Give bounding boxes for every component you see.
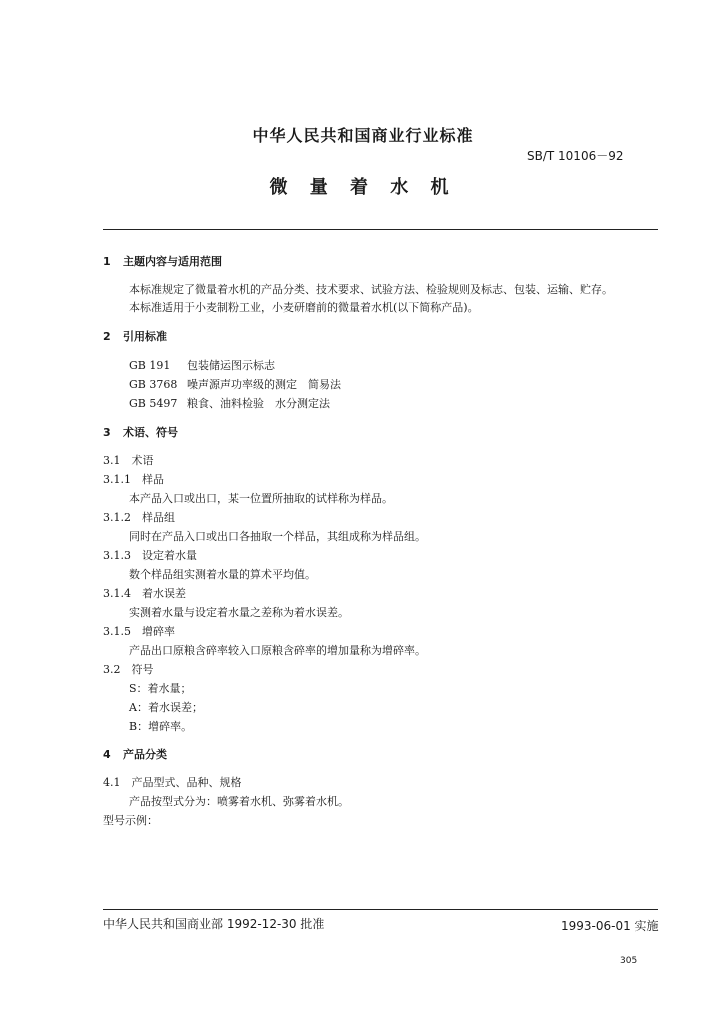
subsection-3-1-2: 3.1.2 样品组 [103,511,175,524]
implementation-date: 1993-06-01 实施 [561,919,659,933]
section-2-heading [103,328,167,344]
subsection-3-1-5: 3.1.5 增碎率 [103,625,175,638]
standard-organization: 中华人民共和国商业行业标准 [252,126,474,145]
reference-code: GB 3768 [129,378,178,391]
standard-number: SB/T 10106－92 [527,149,624,163]
subsection-3-1: 3.1 术语 [103,454,154,467]
document-title: 微 量 着 水 机 [269,177,457,198]
reference-name: 噪声源声功率级的测定 简易法 [187,378,341,391]
approval-line: 中华人民共和国商业部 1992-12-30 批准 [103,917,325,931]
section-title: 产品分类 [123,748,167,761]
footer-divider [103,909,658,910]
subsection-3-1-3-text: 数个样品组实测着水量的算术平均值。 [129,568,316,581]
subsection-3-1-4: 3.1.4 着水误差 [103,587,186,600]
section-3-heading [103,424,178,440]
reference-item [129,376,341,392]
section-number: 3 [103,426,111,439]
subsection-3-1-4-text: 实测着水量与设定着水量之差称为着水误差。 [129,606,349,619]
section-title: 主题内容与适用范围 [123,255,222,268]
section-number: 4 [103,748,111,761]
symbol-b: B：增碎率。 [129,720,193,733]
section-number: 1 [103,255,111,268]
symbol-s: S：着水量； [129,682,192,695]
subsection-3-1-2-text: 同时在产品入口或出口各抽取一个样品，其组成称为样品组。 [129,530,426,543]
section-4-heading [103,746,167,762]
reference-item [129,395,330,411]
header-divider [103,229,658,230]
section-title: 术语、符号 [123,426,178,439]
section-1-heading [103,253,222,269]
section-title: 引用标准 [123,330,167,343]
reference-name: 包装储运图示标志 [187,359,275,372]
subsection-3-1-1: 3.1.1 样品 [103,473,164,486]
section-1-paragraph-2: 本标准适用于小麦制粉工业，小麦研磨前的微量着水机(以下简称产品)。 [129,301,479,314]
subsection-4-1-text: 产品按型式分为：喷雾着水机、弥雾着水机。 [129,795,349,808]
symbol-a: A：着水误差； [129,701,203,714]
subsection-4-1: 4.1 产品型式、品种、规格 [103,776,242,789]
section-number: 2 [103,330,111,343]
reference-code: GB 191 [129,359,171,372]
subsection-3-1-5-text: 产品出口原粮含碎率较入口原粮含碎率的增加量称为增碎率。 [129,644,426,657]
subsection-3-1-3: 3.1.3 设定着水量 [103,549,197,562]
reference-code: GB 5497 [129,397,178,410]
page-number: 305 [620,956,638,966]
subsection-3-2: 3.2 符号 [103,663,154,676]
subsection-3-1-1-text: 本产品入口或出口，某一位置所抽取的试样称为样品。 [129,492,393,505]
section-1-paragraph-1: 本标准规定了微量着水机的产品分类、技术要求、试验方法、检验规则及标志、包装、运输、贮存。 [129,283,613,296]
model-example-label: 型号示例： [103,814,158,827]
reference-item [129,357,275,373]
reference-name: 粮食、油料检验 水分测定法 [187,397,330,410]
